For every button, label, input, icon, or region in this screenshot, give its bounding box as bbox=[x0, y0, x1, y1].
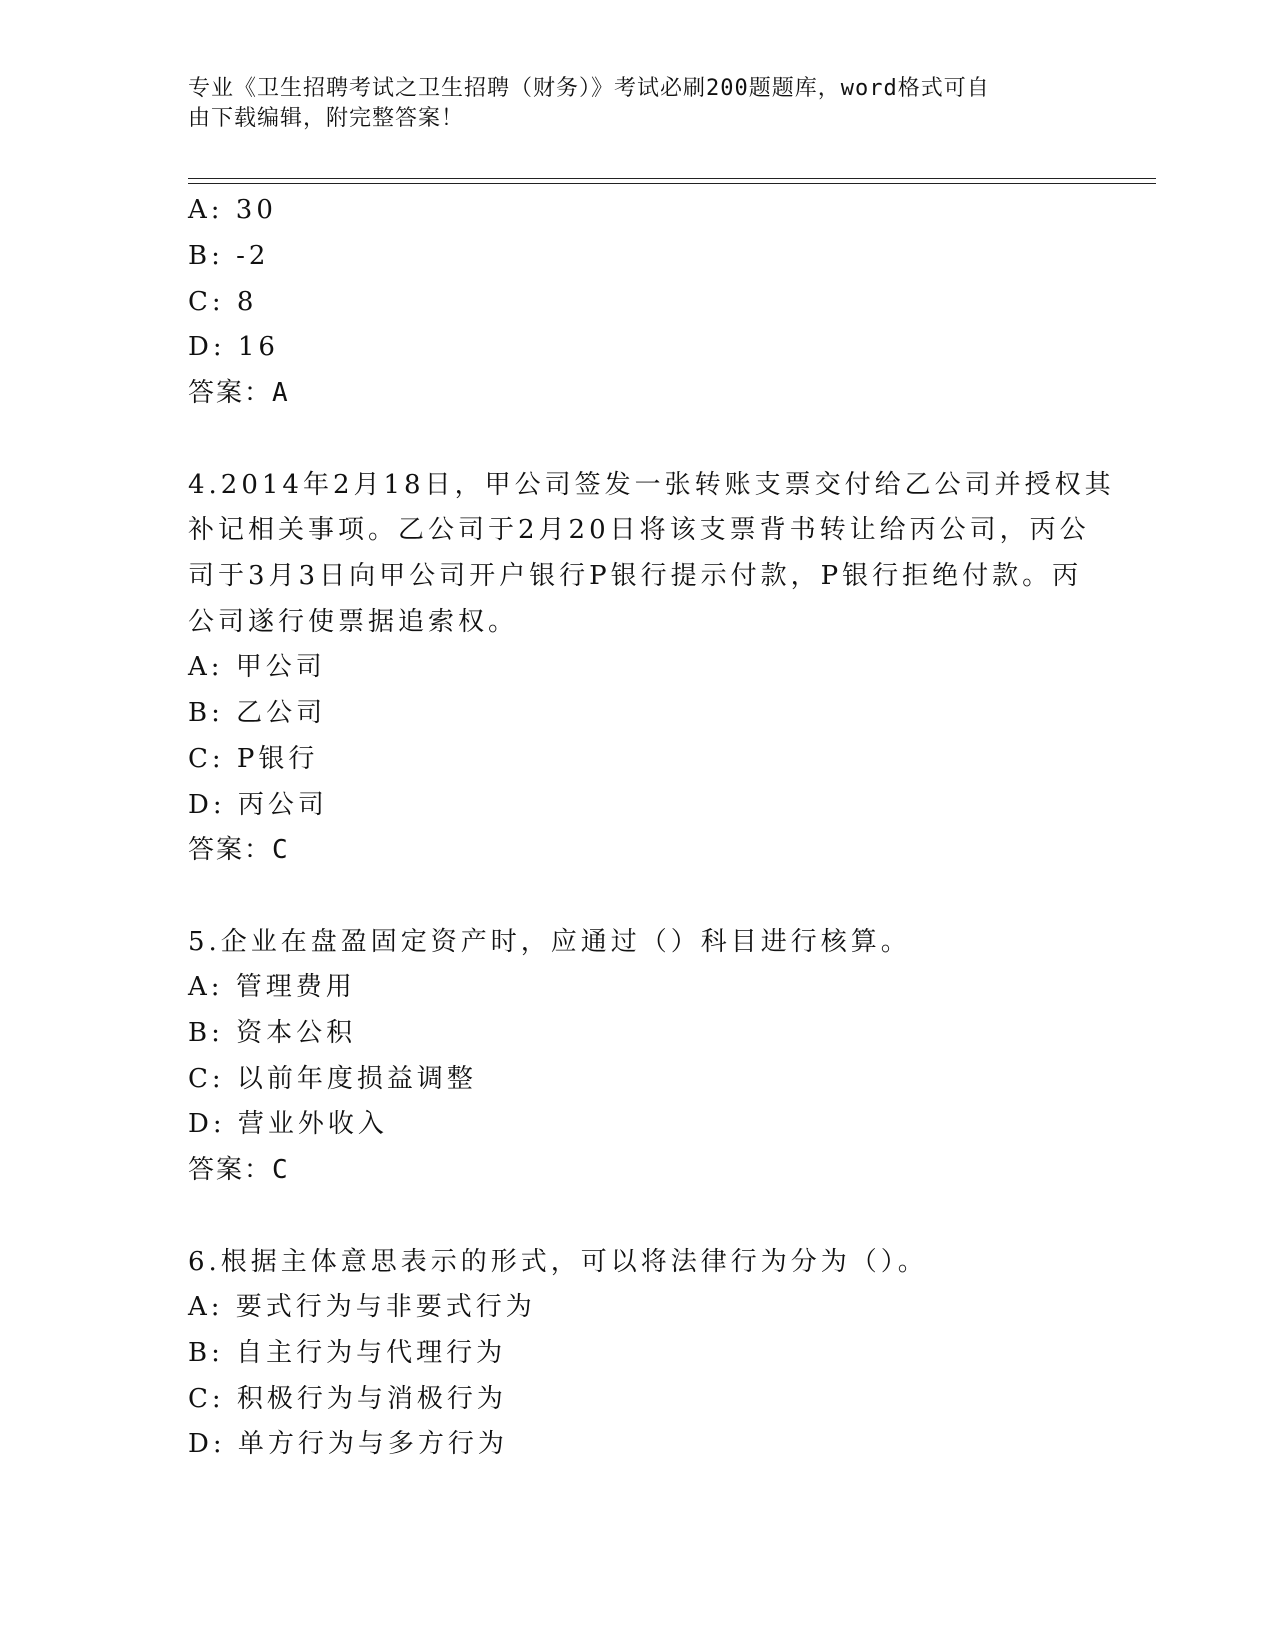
q3-option-b: B: -2 bbox=[188, 241, 270, 271]
q5-stem-line-1: 5.企业在盘盈固定资产时，应通过（）科目进行核算。 bbox=[188, 927, 911, 957]
q4-option-b: B: 乙公司 bbox=[188, 698, 327, 728]
q5-option-b: B: 资本公积 bbox=[188, 1018, 357, 1048]
q4-stem-line-4: 公司遂行使票据追索权。 bbox=[188, 607, 519, 637]
header-divider-bottom bbox=[188, 183, 1156, 184]
q3-answer: 答案：A bbox=[188, 378, 290, 408]
q4-stem-line-1: 4.2014年2月18日，甲公司签发一张转账支票交付给乙公司并授权其 bbox=[188, 470, 1115, 500]
q3-option-a: A: 30 bbox=[188, 195, 277, 225]
q5-option-d: D: 营业外收入 bbox=[188, 1109, 388, 1139]
q4-option-c: C: P银行 bbox=[188, 744, 319, 774]
q4-option-a: A: 甲公司 bbox=[188, 652, 326, 682]
q3-option-c: C: 8 bbox=[188, 287, 258, 317]
q4-option-d: D: 丙公司 bbox=[188, 790, 328, 820]
q4-answer: 答案：C bbox=[188, 835, 290, 865]
document-header bbox=[188, 74, 1068, 134]
q4-stem-line-2: 补记相关事项。乙公司于2月20日将该支票背书转让给丙公司，丙公 bbox=[188, 515, 1090, 545]
header-line-1: 专业《卫生招聘考试之卫生招聘（财务）》考试必刷200题题库，word格式可自 bbox=[188, 76, 990, 101]
q5-answer: 答案：C bbox=[188, 1155, 290, 1185]
header-divider-top bbox=[188, 178, 1156, 179]
header-line-2: 由下载编辑，附完整答案！ bbox=[188, 106, 465, 131]
q5-option-c: C: 以前年度损益调整 bbox=[188, 1064, 477, 1094]
q4-stem-line-3: 司于3月3日向甲公司开户银行P银行提示付款，P银行拒绝付款。丙 bbox=[188, 561, 1083, 591]
q6-option-c: C: 积极行为与消极行为 bbox=[188, 1384, 507, 1414]
q6-option-b: B: 自主行为与代理行为 bbox=[188, 1338, 507, 1368]
q5-option-a: A: 管理费用 bbox=[188, 972, 356, 1002]
q6-option-d: D: 单方行为与多方行为 bbox=[188, 1429, 508, 1459]
q3-option-d: D: 16 bbox=[188, 332, 279, 362]
q6-option-a: A: 要式行为与非要式行为 bbox=[188, 1292, 536, 1322]
q6-stem-line-1: 6.根据主体意思表示的形式，可以将法律行为分为（）。 bbox=[188, 1247, 928, 1277]
